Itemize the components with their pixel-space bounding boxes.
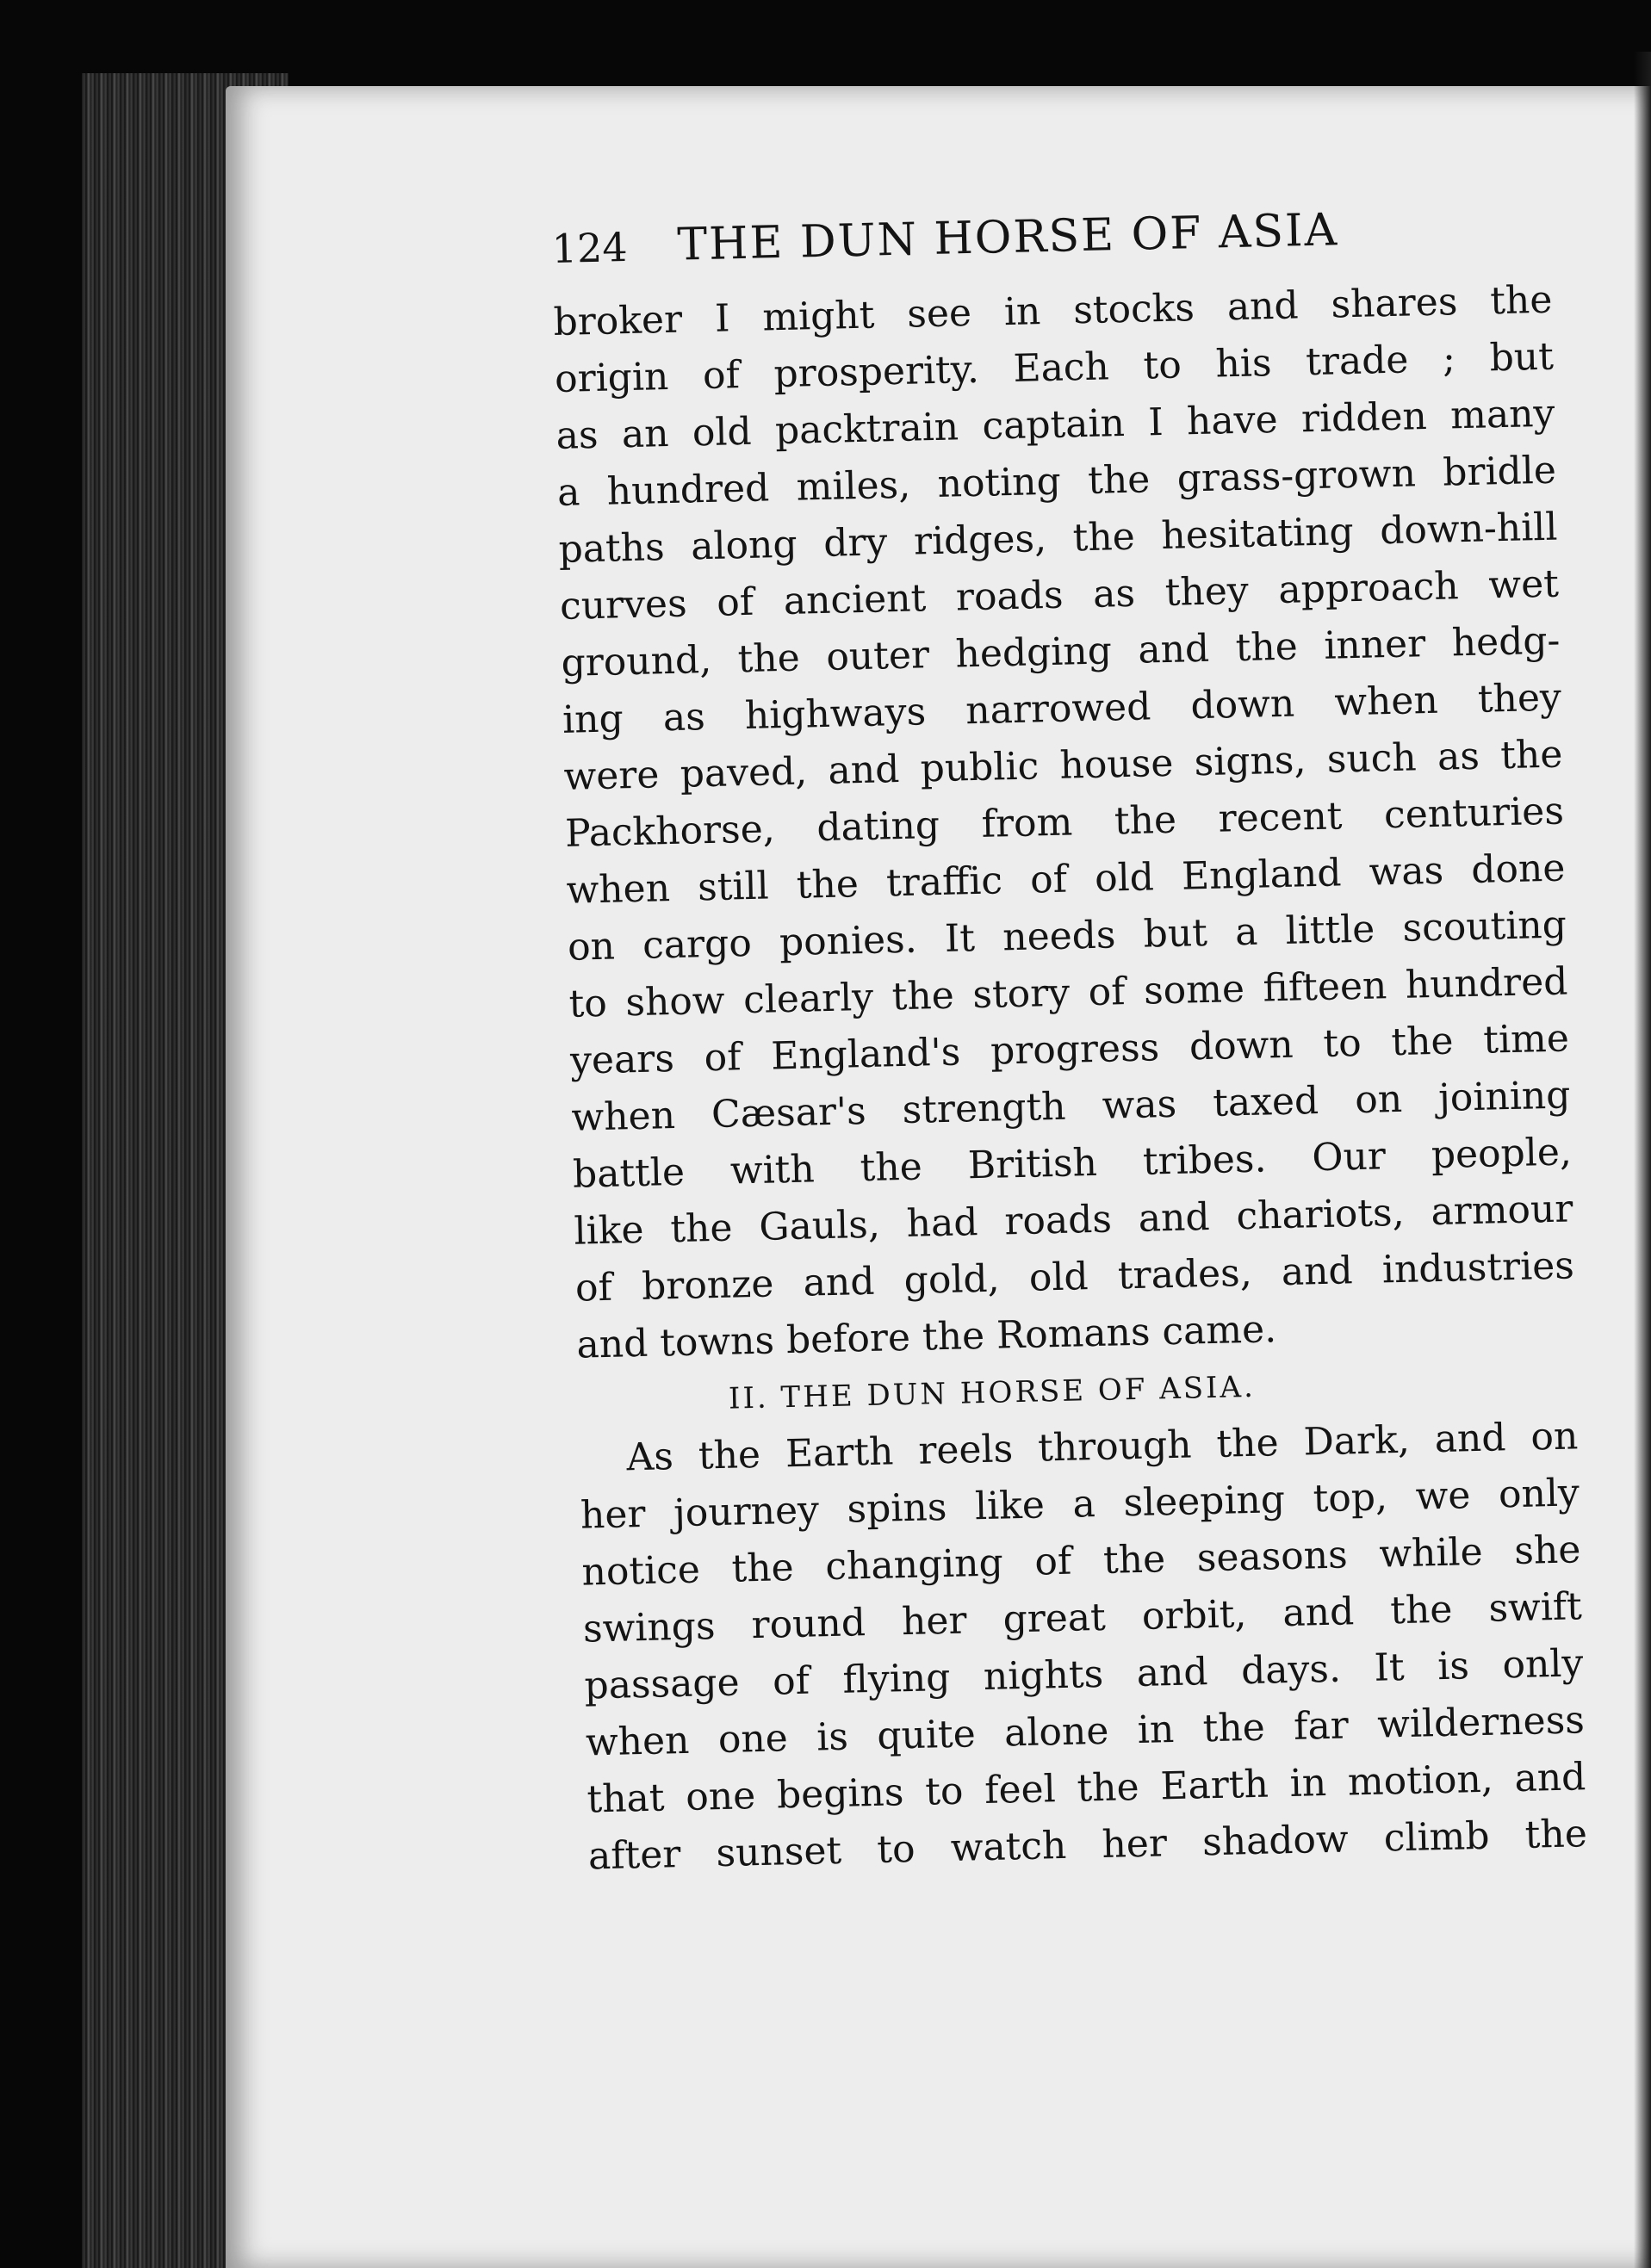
text-line: ground, the outer hedging and the inner hedg- [561,618,1561,685]
text-line: years of England's progress down to the time [569,1016,1570,1083]
text-line: of bronze and gold, old trades, and industries [574,1243,1575,1311]
text-line: notice the changing of the seasons while she [581,1527,1581,1595]
page-number: 124 [551,224,629,272]
text-line: a hundred miles, noting the grass-grown bridle [556,448,1557,515]
text-line: As the Earth reels through the Dark, and on [625,1414,1579,1480]
section-heading: II. THE DUN HORSE OF ASIA. [728,1369,1257,1416]
running-title: THE DUN HORSE OF ASIA [676,204,1339,271]
page-text-block [551,200,1588,1886]
text-line: Packhorse, dating from the recent centuries [564,789,1565,856]
text-line: when one is quite alone in the far wilderness [585,1698,1586,1765]
text-line: when Cæsar's strength was taxed on joining [571,1073,1571,1140]
page-gutter-shadow [1634,52,1651,2268]
text-line: swings round her great orbit, and the swift [582,1584,1583,1651]
text-line: on cargo ponies. It needs but a little scouting [567,902,1567,970]
paragraph-2 [579,1408,1588,1885]
text-line: passage of flying nights and days. It is only [584,1641,1584,1708]
text-line: that one begins to feel the Earth in motion, and [586,1755,1586,1822]
text-line: as an old packtrain captain I have ridden many [556,391,1555,458]
text-line: her journey spins like a sleeping top, we only [580,1471,1580,1538]
text-line: battle with the British tribes. Our people, [572,1130,1573,1197]
text-line: paths along dry ridges, the hesitating down-hill [558,505,1558,572]
text-line: and towns before the Romans came. [576,1307,1277,1367]
text-line: were paved, and public house signs, such as the [563,732,1563,799]
text-line: after sunset to watch her shadow climb the [587,1812,1588,1879]
text-line: when still the traffic of old England was done [566,846,1566,913]
text-line: curves of ancient roads as they approach wet [559,561,1560,629]
text-line: to show clearly the story of some fifteen hundred [568,959,1568,1026]
text-line: broker I might see in stocks and shares the [553,277,1553,344]
text-line: like the Gauls, had roads and chariots, armour [574,1187,1573,1254]
text-line: ing as highways narrowed down when they [562,675,1562,742]
text-line: origin of prosperity. Each to his trade ; but [554,334,1555,401]
paragraph-1 [553,272,1576,1374]
